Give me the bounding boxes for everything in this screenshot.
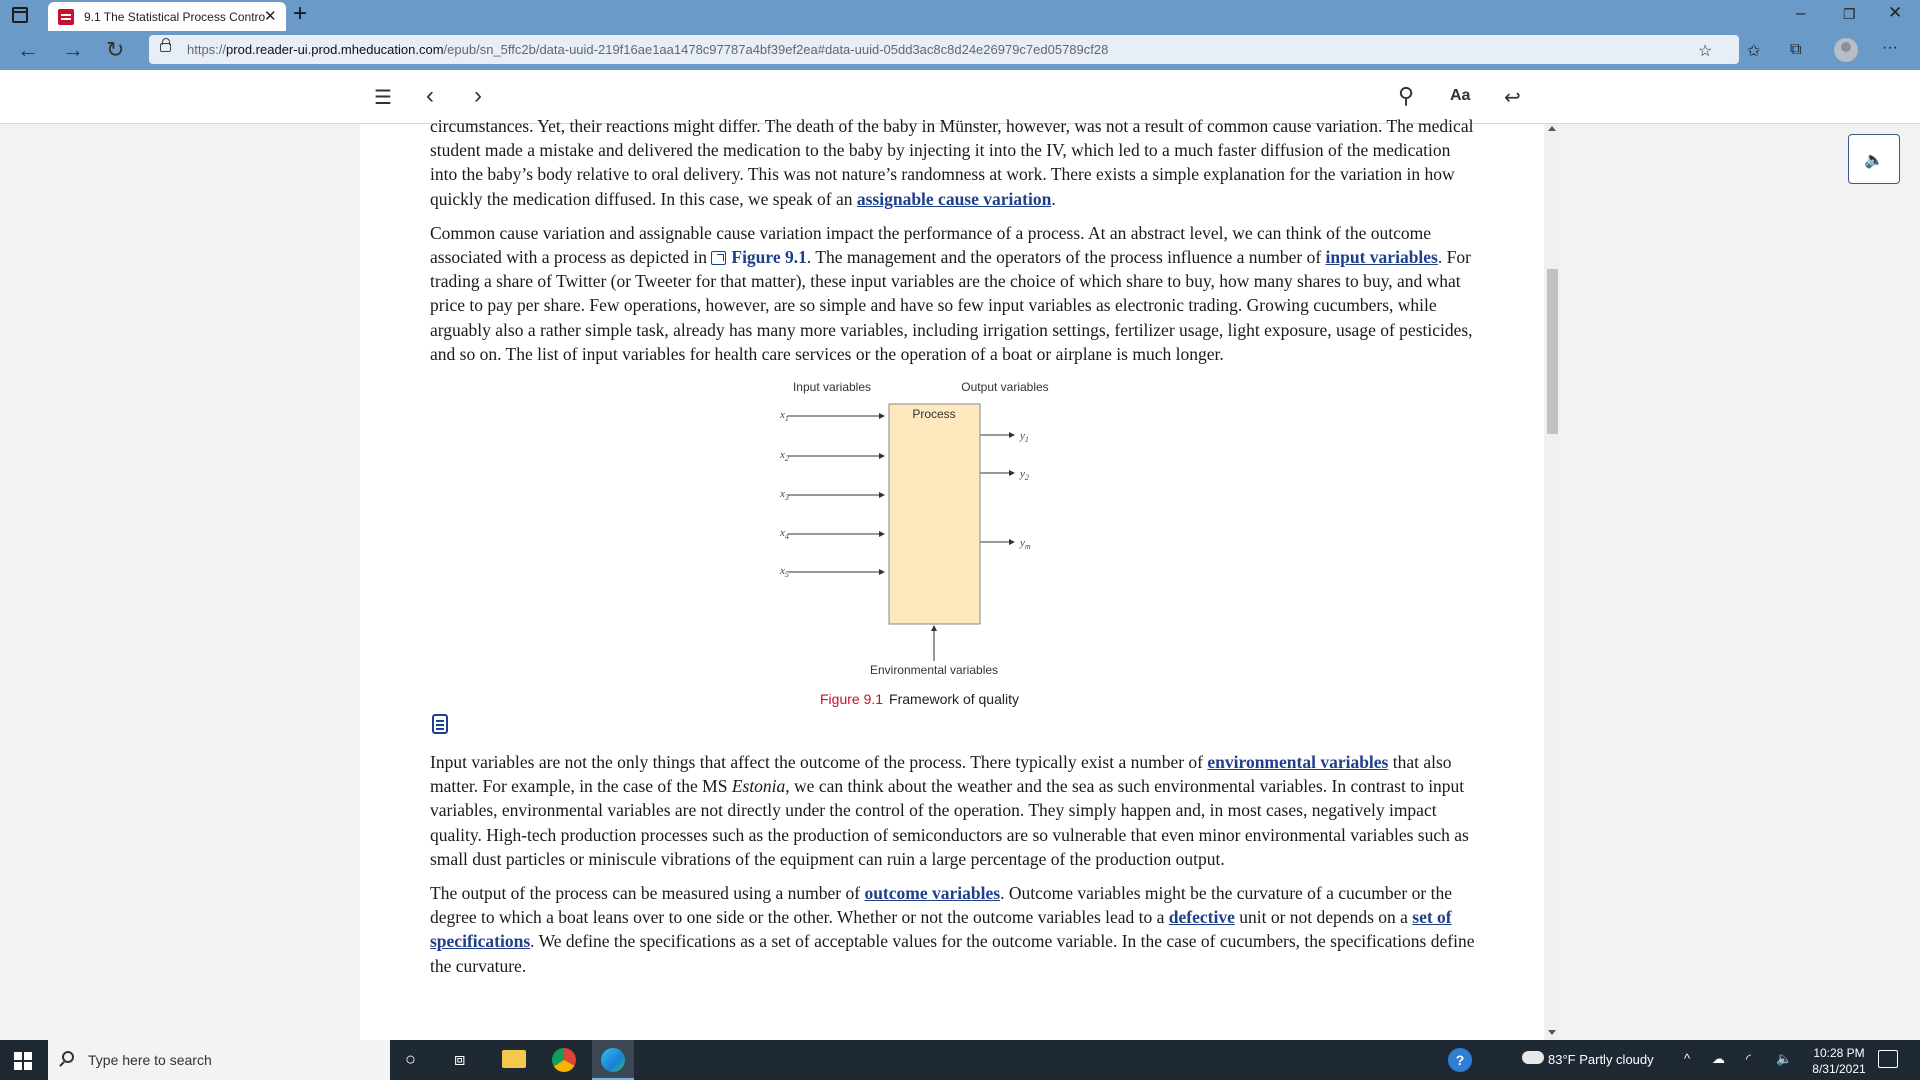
refresh-icon[interactable]: ↻ [106,37,125,62]
framework-diagram [430,376,1475,716]
favorites-icon[interactable]: ✩ [1747,43,1761,60]
url-text: https://prod.reader-ui.prod.mheducation.com/epub/sn_5ffc2b/data-uuid-219f16ae1aa1478c97787a4bf39ef2ea#data-uuid-05dd3ac8c8d24e26979c7ed05789cf28 [187,42,1109,57]
input-arrow-head [879,531,885,537]
output-arrow-head [1009,432,1015,438]
notifications-icon[interactable] [1878,1050,1898,1068]
help-icon[interactable]: ? [1448,1048,1472,1072]
active-app-slot[interactable] [592,1040,634,1080]
glossary-link-set-of-specifications[interactable]: set of specifications [430,907,1452,952]
windows-start-icon[interactable] [14,1052,32,1070]
onedrive-icon[interactable]: ☁ [1712,1051,1725,1066]
back-icon[interactable]: ← [17,37,39,62]
environment-arrow-head [931,625,937,631]
glossary-link-defective[interactable]: defective [1168,907,1235,928]
start: $y_m$ [1020,537,1031,552]
read-aloud-button[interactable] [1848,134,1900,184]
clock-date: 8/31/2021 [1812,1062,1866,1076]
font-settings-button[interactable]: Aa [1450,87,1471,104]
browser-tab[interactable] [48,2,286,31]
process-box [889,404,980,624]
paragraph-2: Common cause variation and assignable cause variation impact the performance of a process. At an abstract level, we can think of the outcome associated with a process as depicted in Figure 9.1. The management and the operators of the process influence a number of input variables. For trading a share of Twitter (or Tweeter for that matter), these input variables are the choice of which share to buy, how many shares to buy, and what price to pay per share. Few operations, however, are so simple and have so few input variables as electronic trading. Growing cucumbers, while arguably also a rather simple task, already has many more variables, including irrigation settings, fertilizer usage, light exposure, usage of pesticides, and so on. The list of input variables for health care services or the operation of a boat or airplane is much longer. [430,222,1473,364]
input-variables-label: Input variables [792,380,872,395]
process-label: Process [912,407,956,422]
reader-viewport [0,116,1920,1040]
speaker-icon: 🔈 [1864,152,1884,169]
cortana-icon[interactable]: ○ [405,1049,416,1069]
scroll-thumb[interactable] [1547,269,1558,434]
notes-icon[interactable] [432,714,448,734]
lock-icon [160,43,171,52]
search-placeholder: Type here to search [88,1052,212,1068]
restore-icon[interactable]: ❐ [1843,6,1856,22]
network-icon[interactable]: ◜ [1746,1051,1752,1066]
end: $x_1$ [780,409,789,424]
collections-icon[interactable]: ⧉ [1790,41,1802,58]
start: $y_2$ [1020,468,1029,483]
input-arrow-head [879,453,885,459]
glossary-link-input-variables[interactable]: input variables [1325,247,1438,268]
end: $x_5$ [780,565,789,580]
start: $y_1$ [1020,430,1029,445]
windows-taskbar [0,1040,1920,1080]
scroll-up-icon[interactable] [1548,126,1556,131]
page-scrollbar[interactable] [1544,124,1560,1040]
table-of-contents-icon[interactable]: ☰ [374,87,392,109]
browser-tab-bar [0,0,1920,31]
url-field[interactable] [149,35,1739,64]
glossary-link-environmental-variables[interactable]: environmental variables [1207,752,1389,773]
site-favicon-icon [58,9,74,25]
search-icon[interactable]: ⚲ [1398,83,1415,108]
open-figure-icon[interactable] [711,251,726,265]
file-explorer-icon[interactable] [502,1050,526,1068]
glossary-link-assignable-cause-variation[interactable]: assignable cause variation [856,188,1052,209]
clock-time: 10:28 PM [1813,1046,1865,1060]
minimize-icon[interactable]: – [1796,3,1806,22]
figure-number: Figure 9.1 [820,691,884,708]
return-icon[interactable]: ↩ [1504,87,1521,109]
show-hidden-icons-icon[interactable]: ^ [1684,1051,1691,1066]
input-arrow-head [879,492,885,498]
weather-text[interactable]: 83°F Partly cloudy [1548,1052,1654,1067]
paragraph-4: The output of the process can be measured using a number of outcome variables. Outcome variables might be the curvature of a cucumber or the degree to which a boat leans over to one side or the other. Whether or not the outcome variables lead to a defective unit or not depends on a set of specifications. We define the specifications as a set of acceptable values for the outcome variable. In the case of cucumbers, the specifications define the curvature. [430,883,1475,976]
figure-caption [820,687,1019,711]
end: $x_3$ [780,488,789,503]
taskbar-search-input[interactable] [48,1040,390,1080]
end: $x_4$ [780,527,789,542]
next-page-icon[interactable]: › [474,82,482,109]
environmental-variables-label: Environmental variables [869,663,999,678]
glossary-link-outcome-variables[interactable]: outcome variables [864,883,1001,904]
more-icon[interactable]: ··· [1882,39,1898,56]
volume-icon[interactable]: 🔈 [1776,1051,1793,1066]
partly-cloudy-icon [1522,1051,1544,1064]
previous-page-icon[interactable]: ‹ [426,82,434,109]
task-view-icon[interactable]: ⧈ [454,1049,466,1069]
close-tab-icon[interactable]: ✕ [264,8,277,25]
close-window-icon[interactable]: ✕ [1888,3,1903,22]
figure-9-1 [430,376,1475,726]
search-icon [62,1051,74,1063]
edge-icon[interactable] [601,1048,625,1072]
input-arrow-head [879,413,885,419]
forward-icon[interactable]: → [62,37,84,62]
chrome-icon[interactable] [552,1048,576,1072]
paragraph-3: Input variables are not the only things that affect the outcome of the process. There typically exist a number of environmental variables that also matter. For example, in the case of the MS Estonia, we can think about the weather and the sea as such environmental variables. In contrast to input variables, environmental variables are not directly under the control of the operation. They simply happen and, in most cases, negatively impact quality. High-tech production processes such as the production of semiconductors are so vulnerable that even minor environmental variables such as small dust particles or miniscule vibrations of the equipment can ruin a large percentage of the production output. [430,752,1469,869]
tab-actions-icon[interactable] [12,7,28,23]
figure-title: Framework of quality [889,691,1019,708]
figure-reference-link[interactable]: Figure 9.1 [731,247,807,268]
book-page [360,116,1884,1040]
paragraph-1: circumstances. Yet, their reactions might differ. The death of the baby in Münster, however, was not a result of common cause variation. The medical student made a mistake and delivered the medication to the baby by injecting it into the IV, which led to a much faster diffusion of the medication into the baby’s body relative to oral delivery. This was not nature’s randomness at work. There exists a simple explanation for the variation in how quickly the medication diffused. In this case, we speak of an assignable cause variation. [430,116,1474,209]
tab-title: 9.1 The Statistical Process Contro [84,10,266,24]
clock[interactable] [1808,1045,1870,1077]
end: $x_2$ [780,449,789,464]
book-text [430,114,1475,988]
scroll-down-icon[interactable] [1548,1030,1556,1035]
output-arrow-head [1009,470,1015,476]
input-arrow-head [879,569,885,575]
address-bar [0,31,1920,70]
output-arrow-head [1009,539,1015,545]
new-tab-icon[interactable]: + [293,0,308,27]
profile-avatar[interactable] [1834,38,1858,62]
output-variables-label: Output variables [961,380,1049,395]
add-favorite-icon[interactable]: ☆ [1698,43,1713,60]
